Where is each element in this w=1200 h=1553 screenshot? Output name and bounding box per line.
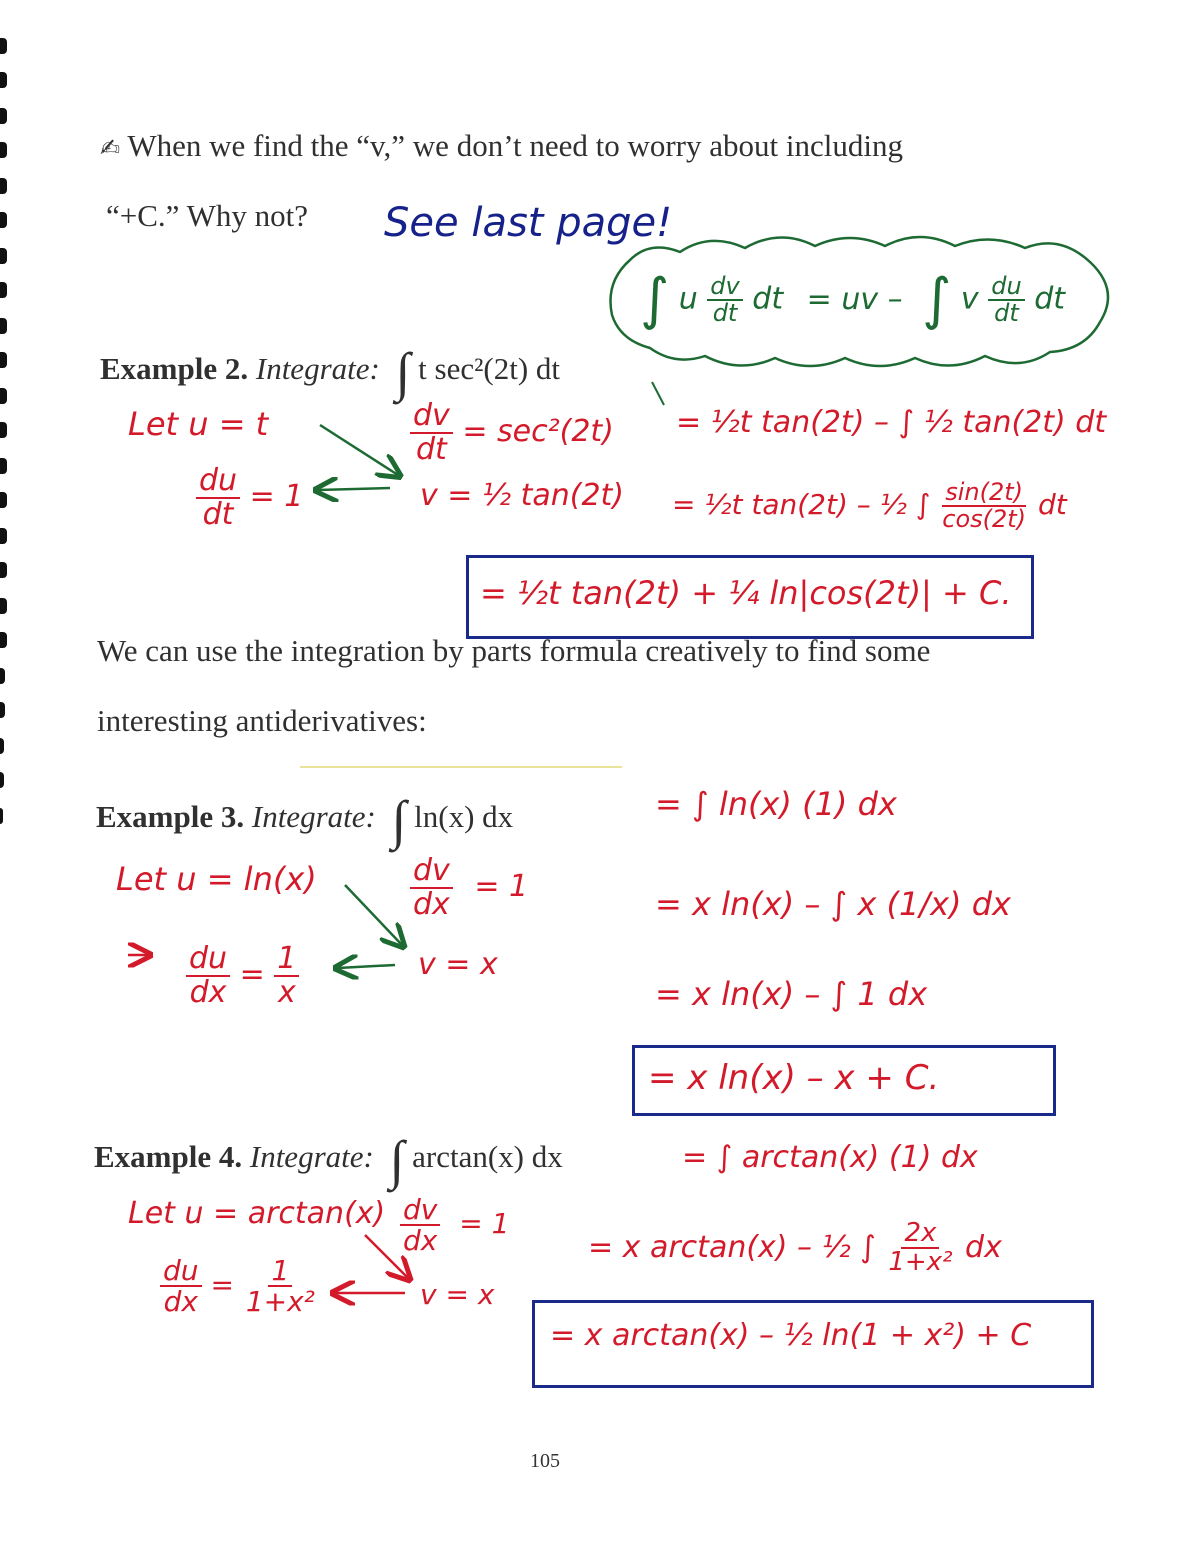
note-line-2: “+C.” Why not? <box>106 198 308 233</box>
ex2-step1: = ½t tan(2t) – ∫ ½ tan(2t) dt <box>676 405 1107 440</box>
ex3-v: v = x <box>418 947 498 982</box>
ex2-let-u: Let u = t <box>128 405 269 443</box>
formula-cloud: ∫ u $\frac{dv}{dt}$ dt = uv – ∫ v $\frac{du}{dt}$ dt <box>640 267 1066 332</box>
arrow-v-to-du-ex2 <box>318 488 390 490</box>
paragraph-line-1: We can use the integration by parts formula creatively to find some <box>97 633 931 668</box>
ex3-answer: = x ln(x) – x + C. <box>648 1058 940 1098</box>
arrow-v-to-du-ex3 <box>338 965 395 968</box>
arrow-u-to-v-ex2 <box>320 425 398 475</box>
ex2-du: $\frac{du}{dt}$ = 1 <box>196 465 303 530</box>
example2-heading: Example 2. Integrate: ∫ t sec²(2t) dt <box>100 342 561 402</box>
ex2-v: v = ½ tan(2t) <box>420 478 624 513</box>
ex3-step3: = x ln(x) – ∫ 1 dx <box>655 975 928 1013</box>
ex3-step1: = ∫ ln(x) (1) dx <box>655 785 897 823</box>
ex4-step1: = ∫ arctan(x) (1) dx <box>682 1140 978 1175</box>
pencil-hand-icon: ✍ <box>100 134 121 162</box>
ex4-dv: $\frac{dv}{dx}$ = 1 <box>400 1195 509 1256</box>
note-answer: See last page! <box>384 200 673 246</box>
ex4-answer: = x arctan(x) – ½ ln(1 + x²) + C <box>550 1318 1032 1353</box>
ex3-dv: $\frac{dv}{dx}$ = 1 <box>410 855 528 920</box>
ex3-step2: = x ln(x) – ∫ x (1/x) dx <box>655 885 1011 923</box>
ex3-du: $\frac{du}{dx}$ = $\frac{1}{x}$ <box>186 943 299 1008</box>
ex4-v: v = x <box>420 1278 495 1311</box>
arrow-u-to-v-ex3 <box>345 885 402 945</box>
paragraph-line-2: interesting antiderivatives: <box>97 703 427 738</box>
ex4-du: $\frac{du}{dx}$ = $\frac{1}{\text{1+x²}}$ <box>160 1256 318 1317</box>
ex2-answer: = ½t tan(2t) + ¼ ln|cos(2t)| + C. <box>480 574 1012 612</box>
page-number: 105 <box>530 1450 560 1472</box>
arrow-cloud-to-step1 <box>652 382 664 405</box>
ex2-dv: $\frac{dv}{dt}$ = sec²(2t) <box>410 400 614 465</box>
note-line-1: ✍ When we find the “v,” we don’t need to worry about including <box>100 128 903 163</box>
ex3-let-u: Let u = ln(x) <box>116 860 317 898</box>
ex2-step2: = ½t tan(2t) – ½ ∫ $\frac{\sin(2t)}{\cos(2t)}$ dt <box>672 478 1067 534</box>
ex4-let-u: Let u = arctan(x) <box>128 1196 386 1231</box>
ex4-step2: = x arctan(x) – ½ ∫ $\frac{2x}{\text{1+x²}}$ dx <box>588 1218 1002 1278</box>
example4-heading: Example 4. Integrate: ∫ arctan(x) dx <box>94 1130 563 1190</box>
example3-heading: Example 3. Integrate: ∫ ln(x) dx <box>96 790 514 850</box>
